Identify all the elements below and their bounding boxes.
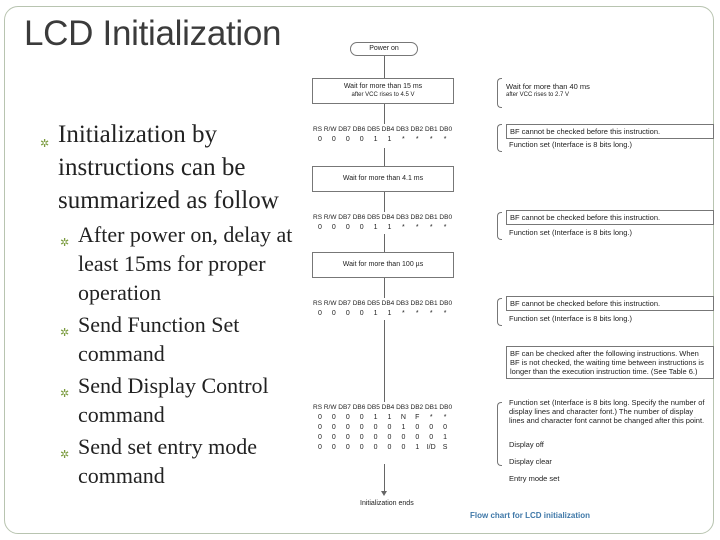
bf-cannot-note-2: BF cannot be checked before this instruction. — [506, 210, 714, 225]
bullet-level2 — [40, 220, 310, 307]
flow-connector — [384, 56, 385, 78]
bullet-level1 — [40, 118, 310, 217]
wait-100us-box — [312, 252, 454, 278]
wait-100us-label: Wait for more than 100 µs — [342, 261, 424, 268]
bullet-level2 — [40, 371, 310, 429]
display-off-note: Display off — [509, 440, 544, 449]
power-on-node — [350, 42, 418, 56]
instruction-table-a — [313, 124, 452, 144]
table-row: 0 0 0 0 1 1 * * * * — [318, 309, 447, 317]
wait-40ms-label: Wait for more than 40 ms — [506, 82, 590, 91]
brace — [497, 124, 502, 152]
wait-15ms-label: Wait for more than 15 ms — [343, 83, 423, 90]
bullet-text: Send Display Control command — [78, 373, 269, 427]
brace — [497, 212, 502, 240]
arrow-down-icon — [381, 491, 387, 496]
bf-can-note: BF can be checked after the following instructions. When BF is not checked, the waiting time between instructions is longer than the execution instruction time. (See Table 6.) — [506, 346, 714, 379]
power-on-label: Power on — [369, 45, 399, 52]
entry-mode-note: Entry mode set — [509, 474, 560, 483]
flow-connector — [384, 234, 385, 252]
bullet-text: Send set entry mode command — [78, 434, 258, 488]
bullet-level2 — [40, 310, 310, 368]
bullet-text: After power on, delay at least 15ms for proper operation — [78, 222, 293, 305]
bits-header: RS R/W DB7 DB6 DB5 DB4 DB3 DB2 DB1 DB0 — [313, 299, 453, 307]
bullet-level2 — [40, 432, 310, 490]
bits-header: RS R/W DB7 DB6 DB5 DB4 DB3 DB2 DB1 DB0 — [313, 125, 453, 133]
bullet-marker-icon: ✲ — [60, 326, 70, 339]
flowchart-caption: Flow chart for LCD initialization — [470, 511, 590, 520]
table-row: 0 0 0 0 1 1 * * * * — [318, 223, 447, 231]
func-set-note-4: Function set (Interface is 8 bits long. Specify the number of display lines and character font.) The number of display lines and character font cannot be changed after this point. — [509, 398, 705, 425]
wait-15ms-sub: after VCC rises to 4.5 V — [351, 92, 415, 98]
table-row: 0 0 0 0 0 0 1 0 0 0 — [318, 423, 448, 431]
flow-connector — [384, 320, 385, 402]
func-set-note-2: Function set (Interface is 8 bits long.) — [509, 228, 632, 237]
brace — [497, 402, 502, 466]
bullet-marker-icon: ✲ — [40, 137, 50, 150]
wait-15ms-box — [312, 78, 454, 104]
brace — [497, 78, 502, 108]
func-set-note-1: Function set (Interface is 8 bits long.) — [509, 140, 632, 149]
bits-header: RS R/W DB7 DB6 DB5 DB4 DB3 DB2 DB1 DB0 — [313, 213, 453, 221]
table-row: 0 0 0 0 1 1 * * * * — [318, 135, 447, 143]
bullet-marker-icon: ✲ — [60, 448, 70, 461]
wait-40ms-sub: after VCC rises to 2.7 V — [506, 92, 570, 98]
wait-4-1ms-box — [312, 166, 454, 192]
bf-cannot-note-1: BF cannot be checked before this instruction. — [506, 124, 714, 139]
flowchart — [310, 36, 715, 524]
display-clear-note: Display clear — [509, 457, 552, 466]
bullet-marker-icon: ✲ — [60, 387, 70, 400]
table-row: 0 0 0 0 0 0 0 0 0 1 — [318, 433, 448, 441]
slide-title: LCD Initialization — [24, 14, 282, 53]
bullet-text: Initialization by instructions can be summarized as follow — [58, 121, 279, 214]
instruction-table-c — [313, 298, 452, 318]
instruction-table-b — [313, 212, 452, 232]
bf-cannot-note-3: BF cannot be checked before this instruction. — [506, 296, 714, 311]
brace — [497, 298, 502, 326]
bullet-text: Send Function Set command — [78, 312, 240, 366]
init-ends-label: Initialization ends — [360, 500, 414, 507]
wait-4-1ms-label: Wait for more than 4.1 ms — [342, 175, 424, 182]
bullet-marker-icon: ✲ — [60, 236, 70, 249]
flow-connector — [384, 464, 385, 494]
bullet-list — [40, 118, 310, 490]
flow-connector — [384, 104, 385, 124]
flow-connector — [384, 192, 385, 212]
flow-connector — [384, 278, 385, 298]
table-row: 0 0 0 0 0 0 0 1 I/D S — [318, 443, 448, 451]
wait-40ms-note — [506, 82, 616, 100]
flow-connector — [384, 148, 385, 166]
func-set-note-3: Function set (Interface is 8 bits long.) — [509, 314, 632, 323]
table-row: 0 0 0 0 1 1 N F * * — [318, 413, 447, 421]
instruction-table-d — [313, 402, 452, 452]
bits-header: RS R/W DB7 DB6 DB5 DB4 DB3 DB2 DB1 DB0 — [313, 403, 453, 411]
